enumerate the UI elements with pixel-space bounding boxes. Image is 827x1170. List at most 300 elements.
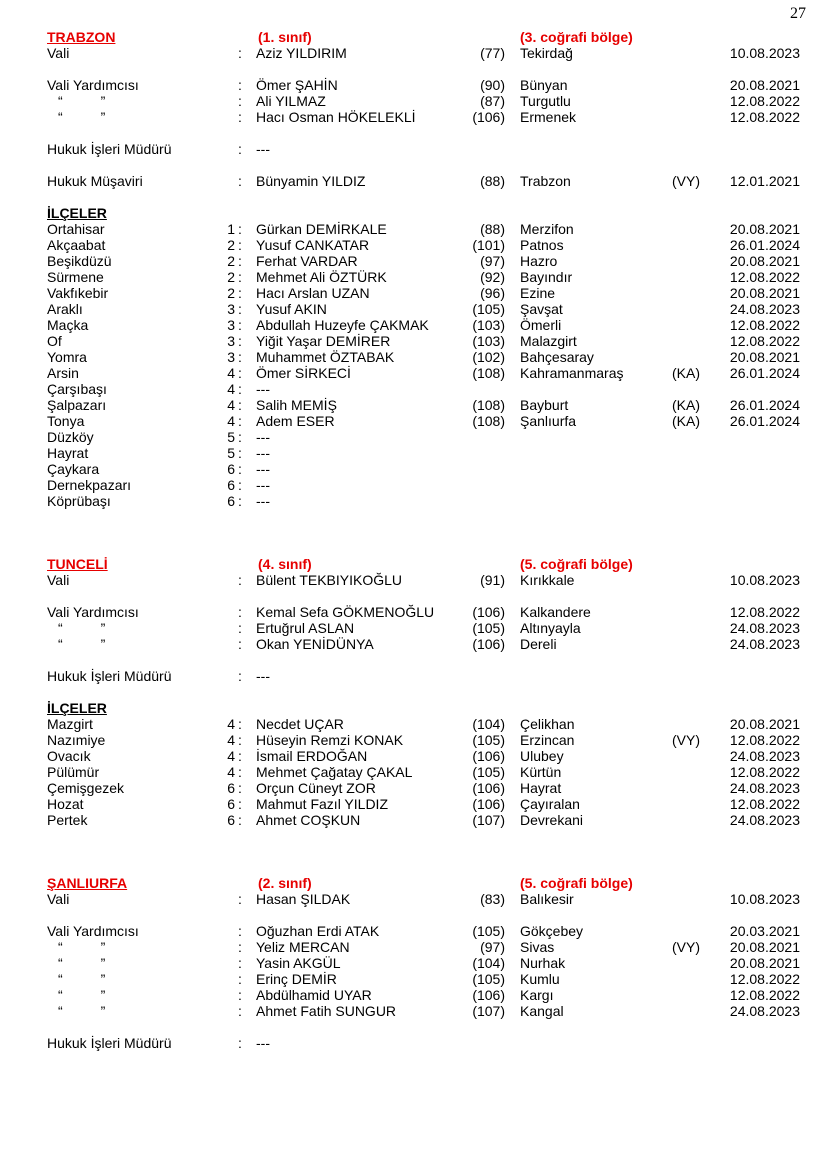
row-colon: : <box>238 764 242 780</box>
row-label: Vali <box>47 572 70 588</box>
seniority-number: (108) <box>472 397 505 413</box>
person-name: Ahmet Fatih SUNGUR <box>256 1003 397 1019</box>
record-row <box>47 461 800 477</box>
record-row <box>47 939 800 955</box>
record-row <box>47 620 800 636</box>
row-colon: : <box>238 381 242 397</box>
row-label: Vali <box>47 891 70 907</box>
district-class-number <box>225 572 235 588</box>
ditto-mark-left: “ <box>58 987 63 1003</box>
row-label: Hukuk İşleri Müdürü <box>47 141 172 157</box>
district-class-number: 6 <box>227 812 235 828</box>
seniority-number: (103) <box>472 333 505 349</box>
appointment-date: 12.08.2022 <box>729 796 800 812</box>
row-colon: : <box>238 413 242 429</box>
origin-place: Merzifon <box>520 221 574 237</box>
district-class-number <box>225 604 235 620</box>
origin-place: Kangal <box>520 1003 564 1019</box>
assignment-marker <box>672 493 713 509</box>
class-label: (2. sınıf) <box>258 875 312 891</box>
seniority-number: (105) <box>472 971 505 987</box>
origin-place: Bahçesaray <box>520 349 594 365</box>
assignment-marker: (VY) <box>672 939 700 955</box>
origin-place <box>505 1035 672 1051</box>
assignment-marker: (KA) <box>672 413 700 429</box>
record-row <box>47 301 800 317</box>
record-row <box>47 891 800 907</box>
seniority-number: (101) <box>472 237 505 253</box>
origin-place: Erzincan <box>520 732 575 748</box>
seniority-number <box>451 445 505 461</box>
assignment-marker <box>672 109 713 125</box>
origin-place: Gökçebey <box>520 923 584 939</box>
person-name: Yasin AKGÜL <box>256 955 341 971</box>
row-colon: : <box>238 477 242 493</box>
record-row <box>47 349 800 365</box>
districts-subheader: İLÇELER <box>47 700 107 716</box>
ditto-mark-left: “ <box>58 620 63 636</box>
person-name: Hasan ŞILDAK <box>256 891 351 907</box>
row-colon: : <box>238 939 242 955</box>
appointment-date: 12.08.2022 <box>729 604 800 620</box>
origin-place: Sivas <box>520 939 555 955</box>
person-name: Ertuğrul ASLAN <box>256 620 355 636</box>
section-header <box>47 875 800 891</box>
record-row <box>47 253 800 269</box>
province-title: TUNCELİ <box>47 556 108 572</box>
appointment-date: 20.03.2021 <box>729 923 800 939</box>
origin-place: Tekirdağ <box>520 45 573 61</box>
row-colon: : <box>238 748 242 764</box>
row-colon: : <box>238 604 242 620</box>
district-class-number <box>225 636 235 652</box>
district-class-number: 2 <box>227 285 235 301</box>
row-label: Yomra <box>47 349 87 365</box>
record-row <box>47 636 800 652</box>
record-row <box>47 1035 800 1051</box>
person-name: İsmail ERDOĞAN <box>256 748 368 764</box>
origin-place: Kargı <box>520 987 554 1003</box>
record-row <box>47 429 800 445</box>
seniority-number: (106) <box>472 636 505 652</box>
assignment-marker <box>672 812 713 828</box>
row-colon: : <box>238 636 242 652</box>
seniority-number: (90) <box>480 77 505 93</box>
row-colon: : <box>238 971 242 987</box>
assignment-marker <box>672 636 713 652</box>
origin-place: Bünyan <box>520 77 568 93</box>
row-label: Pertek <box>47 812 88 828</box>
district-class-number: 6 <box>227 461 235 477</box>
seniority-number: (108) <box>472 365 505 381</box>
assignment-marker <box>672 381 713 397</box>
district-class-number: 4 <box>227 764 235 780</box>
assignment-marker <box>672 1035 713 1051</box>
assignment-marker <box>672 796 713 812</box>
row-colon: : <box>238 301 242 317</box>
record-row <box>47 45 800 61</box>
assignment-marker <box>672 668 713 684</box>
district-class-number <box>225 93 235 109</box>
appointment-date: 24.08.2023 <box>729 1003 800 1019</box>
appointment-date: 12.08.2022 <box>729 317 800 333</box>
person-name: Yusuf CANKATAR <box>256 237 370 253</box>
record-row <box>47 413 800 429</box>
spacer-row <box>47 588 800 604</box>
assignment-marker: (VY) <box>672 732 700 748</box>
record-row <box>47 285 800 301</box>
assignment-marker <box>672 461 713 477</box>
row-colon: : <box>238 237 242 253</box>
person-name: --- <box>256 141 270 157</box>
record-row <box>47 397 800 413</box>
record-row <box>47 604 800 620</box>
appointment-date <box>713 493 800 509</box>
record-row <box>47 445 800 461</box>
origin-place <box>505 381 672 397</box>
appointment-date: 12.08.2022 <box>729 109 800 125</box>
origin-place <box>505 477 672 493</box>
row-colon: : <box>238 429 242 445</box>
assignment-marker <box>672 572 713 588</box>
appointment-date: 24.08.2023 <box>729 780 800 796</box>
seniority-number: (106) <box>472 796 505 812</box>
ditto-mark-left: “ <box>58 1003 63 1019</box>
row-colon: : <box>238 285 242 301</box>
origin-place: Şanlıurfa <box>520 413 577 429</box>
row-label: Beşikdüzü <box>47 253 112 269</box>
district-class-number: 2 <box>227 237 235 253</box>
seniority-number: (105) <box>472 620 505 636</box>
appointment-date: 12.08.2022 <box>729 269 800 285</box>
district-class-number: 4 <box>227 397 235 413</box>
record-row <box>47 77 800 93</box>
assignment-marker: (VY) <box>672 173 700 189</box>
ditto-mark-left: “ <box>58 971 63 987</box>
origin-place <box>505 429 672 445</box>
appointment-date: 20.08.2021 <box>729 253 800 269</box>
appointment-date: 12.08.2022 <box>729 764 800 780</box>
assignment-marker <box>672 93 713 109</box>
origin-place <box>505 141 672 157</box>
origin-place: Hayrat <box>520 780 562 796</box>
origin-place: Çayıralan <box>520 796 580 812</box>
district-class-number <box>225 173 235 189</box>
class-label: (4. sınıf) <box>258 556 312 572</box>
appointment-date <box>713 477 800 493</box>
ditto-mark-right: ” <box>100 1003 106 1019</box>
district-class-number: 6 <box>227 796 235 812</box>
appointment-date: 24.08.2023 <box>729 301 800 317</box>
ditto-mark-right: ” <box>100 109 106 125</box>
district-class-number <box>225 971 235 987</box>
seniority-number <box>451 493 505 509</box>
record-row <box>47 173 800 189</box>
origin-place: Şavşat <box>520 301 563 317</box>
origin-place: Kahramanmaraş <box>520 365 624 381</box>
ditto-mark-left: “ <box>58 955 63 971</box>
seniority-number: (105) <box>472 732 505 748</box>
row-label: Vali Yardımcısı <box>47 77 139 93</box>
row-label: Çaykara <box>47 461 100 477</box>
row-colon: : <box>238 732 242 748</box>
person-name: Ömer ŞAHİN <box>256 77 338 93</box>
person-name: --- <box>256 477 270 493</box>
region-label: (3. coğrafi bölge) <box>520 29 633 45</box>
record-row <box>47 796 800 812</box>
assignment-marker <box>672 269 713 285</box>
districts-subheader: İLÇELER <box>47 205 107 221</box>
row-colon: : <box>238 45 242 61</box>
origin-place: Bayburt <box>520 397 569 413</box>
province-section <box>47 29 800 509</box>
appointment-date: 24.08.2023 <box>729 748 800 764</box>
page-number: 27 <box>790 5 806 22</box>
appointment-date: 24.08.2023 <box>729 636 800 652</box>
appointment-date <box>713 141 800 157</box>
ditto-mark-right: ” <box>100 955 106 971</box>
record-row <box>47 668 800 684</box>
person-name: Bülent TEKBIYIKOĞLU <box>256 572 403 588</box>
record-row <box>47 93 800 109</box>
seniority-number: (102) <box>472 349 505 365</box>
appointment-date <box>713 668 800 684</box>
row-colon: : <box>238 955 242 971</box>
record-row <box>47 237 800 253</box>
row-label <box>47 1003 225 1019</box>
row-colon: : <box>238 253 242 269</box>
class-label: (1. sınıf) <box>258 29 312 45</box>
row-label: Araklı <box>47 301 83 317</box>
row-label: Vali Yardımcısı <box>47 923 139 939</box>
appointment-date: 12.08.2022 <box>729 987 800 1003</box>
row-colon: : <box>238 987 242 1003</box>
row-label: Çemişgezek <box>47 780 125 796</box>
appointment-date: 20.08.2021 <box>729 349 800 365</box>
district-class-number <box>225 620 235 636</box>
seniority-number <box>451 477 505 493</box>
appointment-date: 26.01.2024 <box>729 413 800 429</box>
seniority-number: (104) <box>472 716 505 732</box>
district-class-number: 6 <box>227 477 235 493</box>
row-label: Vali <box>47 45 70 61</box>
region-label: (5. coğrafi bölge) <box>520 556 633 572</box>
spacer-row <box>47 907 800 923</box>
assignment-marker <box>672 333 713 349</box>
province-section <box>47 556 800 828</box>
record-row <box>47 812 800 828</box>
assignment-marker <box>672 317 713 333</box>
record-row <box>47 780 800 796</box>
appointment-date: 12.08.2022 <box>729 333 800 349</box>
origin-place: Kalkandere <box>520 604 591 620</box>
row-label: Hayrat <box>47 445 89 461</box>
row-colon: : <box>238 77 242 93</box>
person-name: --- <box>256 1035 270 1051</box>
assignment-marker <box>672 45 713 61</box>
assignment-marker <box>672 141 713 157</box>
origin-place: Devrekani <box>520 812 584 828</box>
row-label <box>47 620 225 636</box>
person-name: Necdet UÇAR <box>256 716 344 732</box>
row-colon: : <box>238 333 242 349</box>
appointment-date: 20.08.2021 <box>729 716 800 732</box>
assignment-marker <box>672 891 713 907</box>
district-class-number: 3 <box>227 349 235 365</box>
person-name: --- <box>256 381 270 397</box>
district-class-number: 4 <box>227 748 235 764</box>
district-class-number: 6 <box>227 493 235 509</box>
seniority-number: (106) <box>472 748 505 764</box>
record-row <box>47 1003 800 1019</box>
spacer-row <box>47 652 800 668</box>
row-label: Of <box>47 333 62 349</box>
row-label: Pülümür <box>47 764 100 780</box>
assignment-marker <box>672 445 713 461</box>
district-class-number: 3 <box>227 301 235 317</box>
district-class-number <box>225 1003 235 1019</box>
appointment-date: 20.08.2021 <box>729 955 800 971</box>
seniority-number: (106) <box>472 987 505 1003</box>
assignment-marker <box>672 604 713 620</box>
origin-place: Trabzon <box>520 173 571 189</box>
seniority-number: (107) <box>472 1003 505 1019</box>
district-class-number <box>225 891 235 907</box>
record-row <box>47 572 800 588</box>
appointment-date: 20.08.2021 <box>729 77 800 93</box>
origin-place <box>505 668 672 684</box>
spacer-row <box>47 61 800 77</box>
appointment-date: 10.08.2023 <box>729 572 800 588</box>
assignment-marker <box>672 716 713 732</box>
row-label <box>47 939 225 955</box>
seniority-number: (77) <box>480 45 505 61</box>
row-colon: : <box>238 349 242 365</box>
assignment-marker <box>672 971 713 987</box>
record-row <box>47 477 800 493</box>
row-colon: : <box>238 796 242 812</box>
subheader-row <box>47 205 800 221</box>
assignment-marker: (KA) <box>672 397 700 413</box>
ditto-mark-right: ” <box>100 636 106 652</box>
seniority-number <box>451 1035 505 1051</box>
assignment-marker <box>672 764 713 780</box>
seniority-number: (96) <box>480 285 505 301</box>
district-class-number <box>225 668 235 684</box>
row-colon: : <box>238 141 242 157</box>
row-colon: : <box>238 445 242 461</box>
appointment-date: 26.01.2024 <box>729 237 800 253</box>
row-colon: : <box>238 93 242 109</box>
origin-place: Malazgirt <box>520 333 577 349</box>
person-name: Okan YENİDÜNYA <box>256 636 374 652</box>
district-class-number <box>225 955 235 971</box>
record-row <box>47 365 800 381</box>
row-colon: : <box>238 923 242 939</box>
district-class-number <box>225 109 235 125</box>
person-name: Mehmet Ali ÖZTÜRK <box>256 269 387 285</box>
origin-place: Kırıkkale <box>520 572 575 588</box>
seniority-number: (107) <box>472 812 505 828</box>
ditto-mark-left: “ <box>58 93 63 109</box>
row-label <box>47 93 225 109</box>
person-name: --- <box>256 445 270 461</box>
district-class-number: 4 <box>227 716 235 732</box>
row-colon: : <box>238 1035 242 1051</box>
row-label: Sürmene <box>47 269 104 285</box>
person-name: Abdülhamid UYAR <box>256 987 372 1003</box>
record-row <box>47 493 800 509</box>
ditto-mark-right: ” <box>100 971 106 987</box>
row-label <box>47 955 225 971</box>
row-colon: : <box>238 221 242 237</box>
record-row <box>47 955 800 971</box>
origin-place: Kumlu <box>520 971 560 987</box>
district-class-number <box>225 987 235 1003</box>
district-class-number <box>225 77 235 93</box>
row-label: Hukuk İşleri Müdürü <box>47 668 172 684</box>
person-name: Hacı Arslan UZAN <box>256 285 370 301</box>
appointment-date: 26.01.2024 <box>729 365 800 381</box>
person-name: Erinç DEMİR <box>256 971 337 987</box>
assignment-marker <box>672 285 713 301</box>
person-name: Yusuf AKIN <box>256 301 327 317</box>
assignment-marker <box>672 77 713 93</box>
district-class-number: 2 <box>227 253 235 269</box>
record-row <box>47 317 800 333</box>
origin-place: Bayındır <box>520 269 573 285</box>
row-colon: : <box>238 365 242 381</box>
seniority-number <box>451 429 505 445</box>
seniority-number: (106) <box>472 780 505 796</box>
seniority-number: (88) <box>480 221 505 237</box>
person-name: Kemal Sefa GÖKMENOĞLU <box>256 604 435 620</box>
record-row <box>47 716 800 732</box>
row-colon: : <box>238 780 242 796</box>
person-name: Mahmut Fazıl YILDIZ <box>256 796 389 812</box>
row-label: Arsin <box>47 365 79 381</box>
record-row <box>47 748 800 764</box>
seniority-number: (104) <box>472 955 505 971</box>
ditto-mark-right: ” <box>100 93 106 109</box>
seniority-number <box>451 381 505 397</box>
assignment-marker <box>672 987 713 1003</box>
person-name: Ferhat VARDAR <box>256 253 358 269</box>
origin-place: Kürtün <box>520 764 562 780</box>
row-colon: : <box>238 269 242 285</box>
appointment-date: 12.08.2022 <box>729 93 800 109</box>
seniority-number <box>451 668 505 684</box>
province-title: TRABZON <box>47 29 116 45</box>
row-colon: : <box>238 620 242 636</box>
origin-place <box>505 461 672 477</box>
district-class-number: 1 <box>227 221 235 237</box>
person-name: Bünyamin YILDIZ <box>256 173 366 189</box>
record-row <box>47 221 800 237</box>
assignment-marker <box>672 221 713 237</box>
row-colon: : <box>238 572 242 588</box>
ditto-mark-left: “ <box>58 939 63 955</box>
document-body <box>47 29 800 1051</box>
ditto-mark-right: ” <box>100 987 106 1003</box>
row-label: Tonya <box>47 413 85 429</box>
row-label <box>47 987 225 1003</box>
assignment-marker <box>672 1003 713 1019</box>
assignment-marker <box>672 955 713 971</box>
row-label: Vali Yardımcısı <box>47 604 139 620</box>
row-label: Şalpazarı <box>47 397 107 413</box>
row-colon: : <box>238 812 242 828</box>
